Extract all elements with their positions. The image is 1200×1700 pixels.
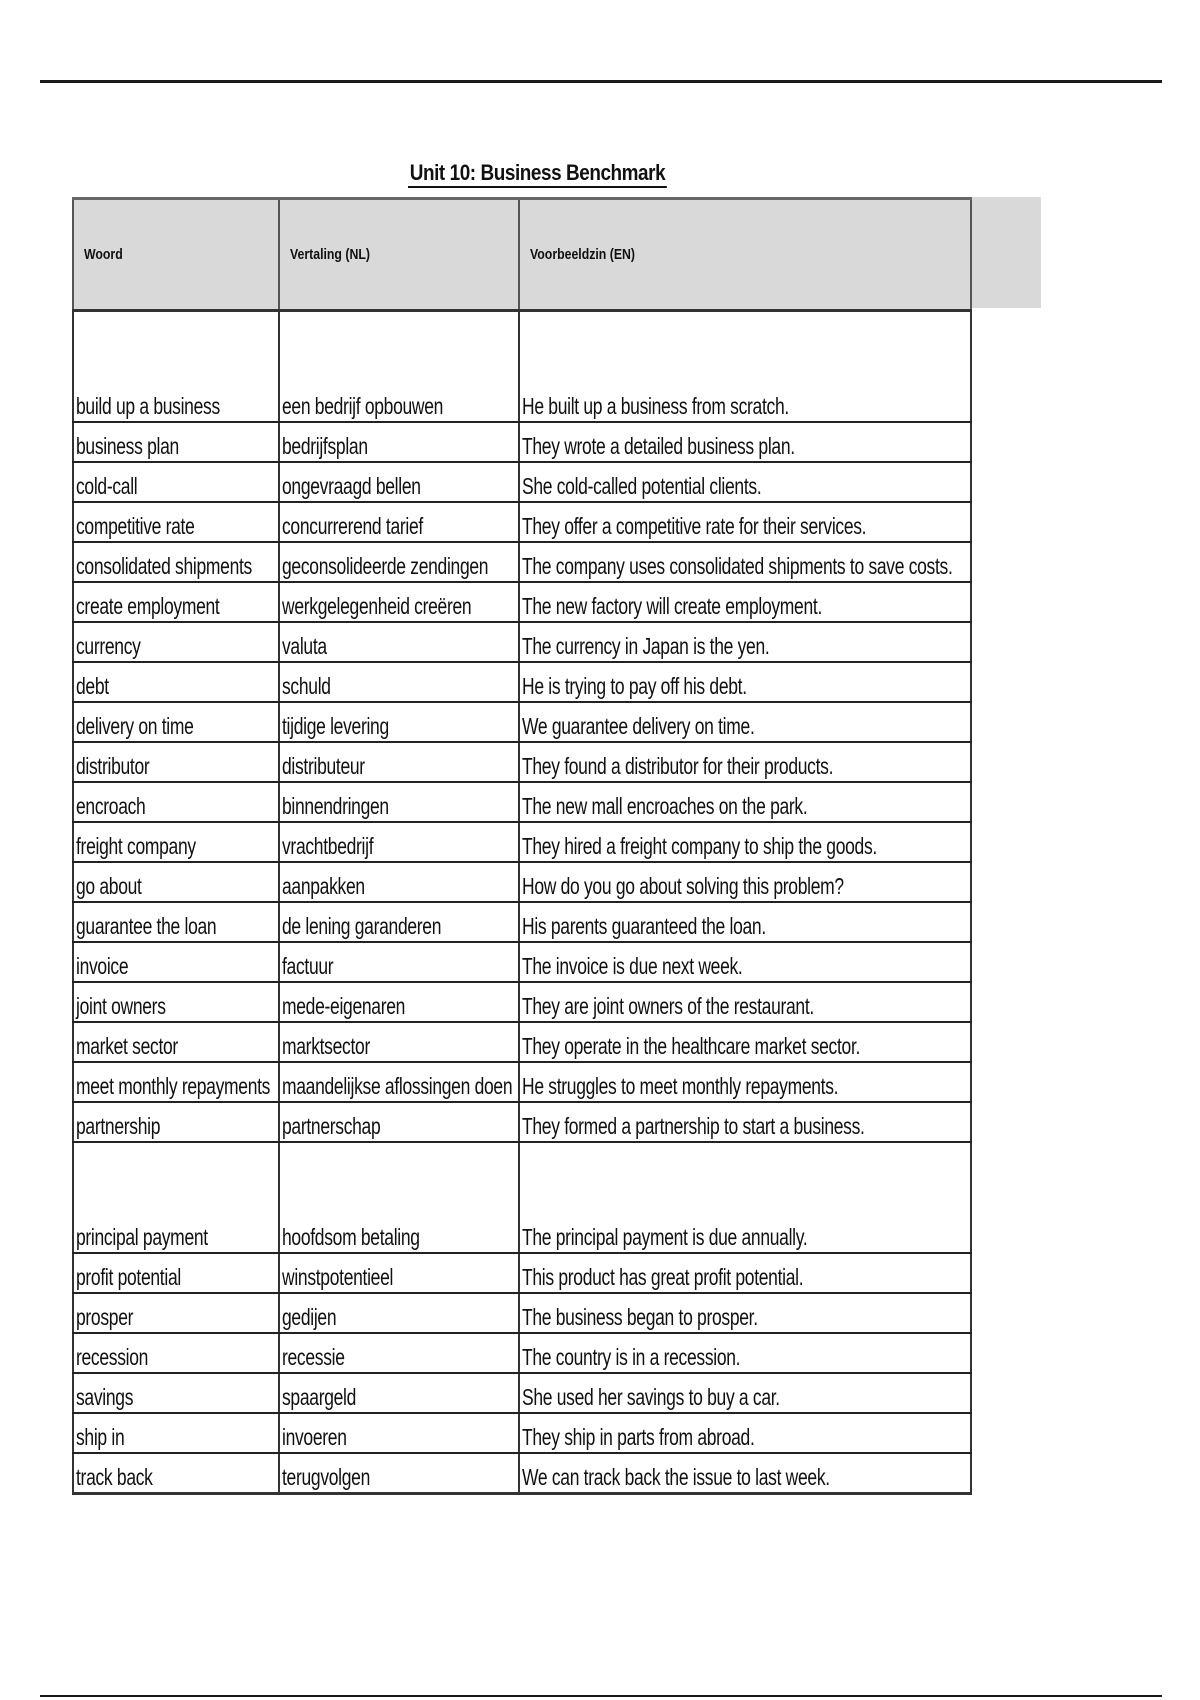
word-cell: freight company [73,822,279,862]
translation-cell: spaargeld [279,1373,519,1413]
table-row [73,1453,971,1494]
word-cell: cold-call [73,462,279,502]
translation-cell: geconsolideerde zendingen [279,542,519,582]
word-cell: savings [73,1373,279,1413]
word-cell: ship in [73,1413,279,1453]
example-cell: She used her savings to buy a car. [519,1373,971,1413]
example-cell: The company uses consolidated shipments to save costs. [519,542,971,582]
example-cell: The business began to prosper. [519,1293,971,1333]
table-row [73,942,971,982]
translation-cell: maandelijkse aflossingen doen [279,1062,519,1102]
translation-cell: concurrerend tarief [279,502,519,542]
table-row [73,542,971,582]
word-cell: currency [73,622,279,662]
table-row [73,582,971,622]
table-row [73,822,971,862]
column-header-translation: Vertaling (NL) [279,199,519,311]
page-title: Unit 10: Business Benchmark [408,160,667,188]
word-cell: market sector [73,1022,279,1062]
example-cell: The invoice is due next week. [519,942,971,982]
translation-cell: terugvolgen [279,1453,519,1494]
table-row [73,862,971,902]
table-row [73,702,971,742]
example-cell: He is trying to pay off his debt. [519,662,971,702]
translation-cell: tijdige levering [279,702,519,742]
word-cell: prosper [73,1293,279,1333]
word-cell: track back [73,1453,279,1494]
word-cell: distributor [73,742,279,782]
example-cell: The new mall encroaches on the park. [519,782,971,822]
translation-cell: ongevraagd bellen [279,462,519,502]
table-row [73,502,971,542]
example-cell: They hired a freight company to ship the goods. [519,822,971,862]
top-rule [40,80,1162,83]
table-row [73,742,971,782]
example-cell: They found a distributor for their products. [519,742,971,782]
table-row [73,1253,971,1293]
translation-cell: recessie [279,1333,519,1373]
word-cell: principal payment [73,1142,279,1253]
translation-cell: hoofdsom betaling [279,1142,519,1253]
example-cell: They formed a partnership to start a business. [519,1102,971,1142]
word-cell: meet monthly repayments [73,1062,279,1102]
example-cell: The new factory will create employment. [519,582,971,622]
word-cell: consolidated shipments [73,542,279,582]
table-row [73,1413,971,1453]
example-cell: They are joint owners of the restaurant. [519,982,971,1022]
translation-cell: vrachtbedrijf [279,822,519,862]
table-row [73,662,971,702]
word-cell: profit potential [73,1253,279,1293]
table-row [73,422,971,462]
example-cell: His parents guaranteed the loan. [519,902,971,942]
translation-cell: binnendringen [279,782,519,822]
example-cell: The currency in Japan is the yen. [519,622,971,662]
table-row [73,1373,971,1413]
translation-cell: schuld [279,662,519,702]
translation-cell: marktsector [279,1022,519,1062]
translation-cell: invoeren [279,1413,519,1453]
column-header-word: Woord [73,199,279,311]
translation-cell: de lening garanderen [279,902,519,942]
translation-cell: factuur [279,942,519,982]
word-cell: business plan [73,422,279,462]
word-cell: delivery on time [73,702,279,742]
column-header-example: Voorbeeldzin (EN) [519,199,971,311]
example-cell: They offer a competitive rate for their services. [519,502,971,542]
table-row [73,462,971,502]
table-row [73,1062,971,1102]
table-row [73,1333,971,1373]
table-row [73,1293,971,1333]
example-cell: We guarantee delivery on time. [519,702,971,742]
table-header-row [73,199,971,311]
translation-cell: aanpakken [279,862,519,902]
table-row [73,902,971,942]
word-cell: competitive rate [73,502,279,542]
word-cell: create employment [73,582,279,622]
example-cell: The principal payment is due annually. [519,1142,971,1253]
table-row [73,622,971,662]
bottom-rule [40,1695,1162,1697]
table-row [73,311,971,423]
translation-cell: winstpotentieel [279,1253,519,1293]
table-row [73,782,971,822]
translation-cell: bedrijfsplan [279,422,519,462]
translation-cell: een bedrijf opbouwen [279,311,519,423]
word-cell: go about [73,862,279,902]
example-cell: They operate in the healthcare market sector. [519,1022,971,1062]
word-cell: partnership [73,1102,279,1142]
word-cell: debt [73,662,279,702]
translation-cell: gedijen [279,1293,519,1333]
word-cell: joint owners [73,982,279,1022]
vocabulary-table [72,197,972,1495]
example-cell: The country is in a recession. [519,1333,971,1373]
example-cell: She cold-called potential clients. [519,462,971,502]
table-row [73,982,971,1022]
word-cell: guarantee the loan [73,902,279,942]
header-shade-extension [970,197,1041,308]
table-row [73,1142,971,1253]
example-cell: This product has great profit potential. [519,1253,971,1293]
translation-cell: valuta [279,622,519,662]
translation-cell: partnerschap [279,1102,519,1142]
table-row [73,1022,971,1062]
example-cell: He struggles to meet monthly repayments. [519,1062,971,1102]
example-cell: We can track back the issue to last week. [519,1453,971,1494]
example-cell: How do you go about solving this problem? [519,862,971,902]
example-cell: They wrote a detailed business plan. [519,422,971,462]
translation-cell: distributeur [279,742,519,782]
word-cell: invoice [73,942,279,982]
word-cell: encroach [73,782,279,822]
word-cell: build up a business [73,311,279,423]
table-row [73,1102,971,1142]
translation-cell: mede-eigenaren [279,982,519,1022]
translation-cell: werkgelegenheid creëren [279,582,519,622]
example-cell: They ship in parts from abroad. [519,1413,971,1453]
word-cell: recession [73,1333,279,1373]
example-cell: He built up a business from scratch. [519,311,971,423]
